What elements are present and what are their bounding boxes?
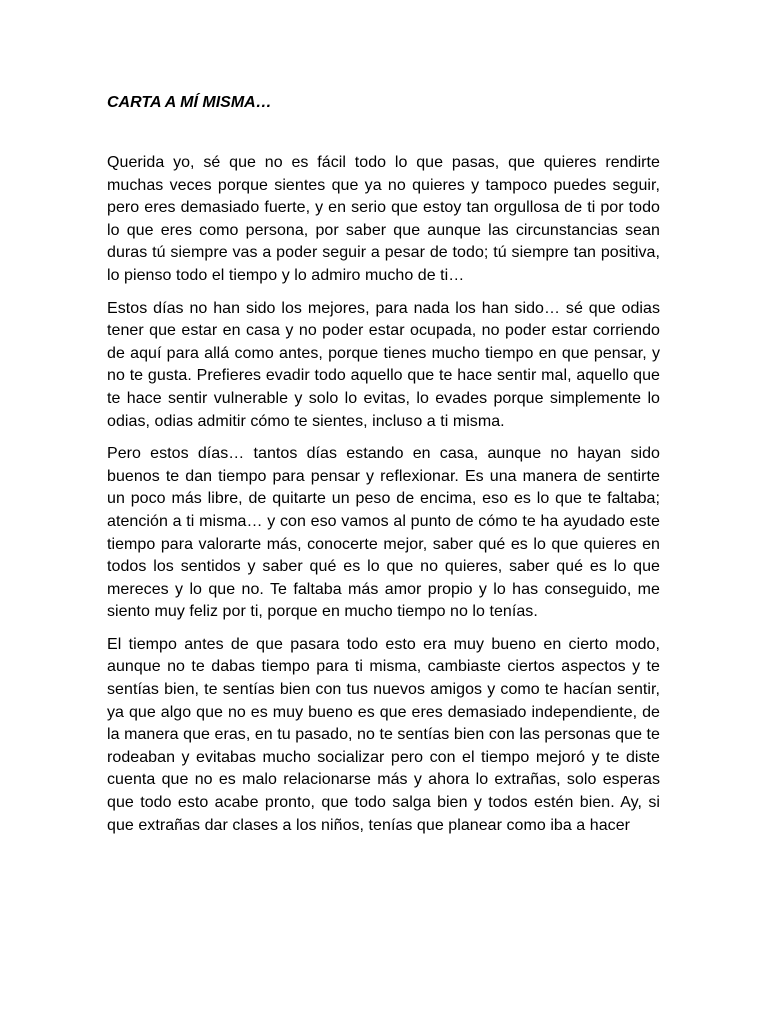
document-title: CARTA A MÍ MISMA… (107, 94, 272, 111)
paragraph: Pero estos días… tantos días estando en casa, aunque no hayan sido buenos te dan tiempo para pensar y reflexionar. Es una manera de sentirte un poco más libre, de quitarte un peso de encima, eso es lo que te faltaba; atención a ti misma… y con eso vamos al punto de cómo te ha ayudado este tiempo para valorarte más, conocerte mejor, saber qué es lo que quieres en todos los sentidos y saber qué es lo que no quieres, saber qué es lo que mereces y lo que no. Te faltaba más amor propio y lo has conseguido, me siento muy feliz por ti, porque en mucho tiempo no lo tenías. (107, 445, 660, 621)
document-body (107, 152, 660, 847)
paragraph: Querida yo, sé que no es fácil todo lo que pasas, que quieres rendirte muchas veces porque sientes que ya no quieres y tampoco puedes seguir, pero eres demasiado fuerte, y en serio que estoy tan orgullosa de ti por todo lo que eres como persona, por saber que aunque las circunstancias sean duras tú siempre vas a poder seguir a pesar de todo; tú siempre tan positiva, lo pienso todo el tiempo y lo admiro mucho de ti… (107, 154, 660, 284)
paragraph: El tiempo antes de que pasara todo esto era muy bueno en cierto modo, aunque no te dabas tiempo para ti misma, cambiaste ciertos aspectos y te sentías bien, te sentías bien con tus nuevos amigos y como te hacían sentir, ya que algo que no es muy bueno es que eres demasiado independiente, de la manera que eras, en tu pasado, no te sentías bien con las personas que te rodeaban y evitabas mucho socializar pero con el tiempo mejoró y te diste cuenta que no es malo relacionarse más y ahora lo extrañas, solo esperas que todo esto acabe pronto, que todo salga bien y todos estén bien. Ay, si que extrañas dar clases a los niños, tenías que planear como iba a hacer (107, 635, 660, 834)
paragraph: Estos días no han sido los mejores, para nada los han sido… sé que odias tener que estar en casa y no poder estar ocupada, no poder estar corriendo de aquí para allá como antes, porque tienes mucho tiempo en que pensar, y no te gusta. Prefieres evadir todo aquello que te hace sentir mal, aquello que te hace sentir vulnerable y solo lo evitas, lo evades porque simplemente lo odias, odias admitir cómo te sientes, incluso a ti misma. (107, 299, 660, 430)
